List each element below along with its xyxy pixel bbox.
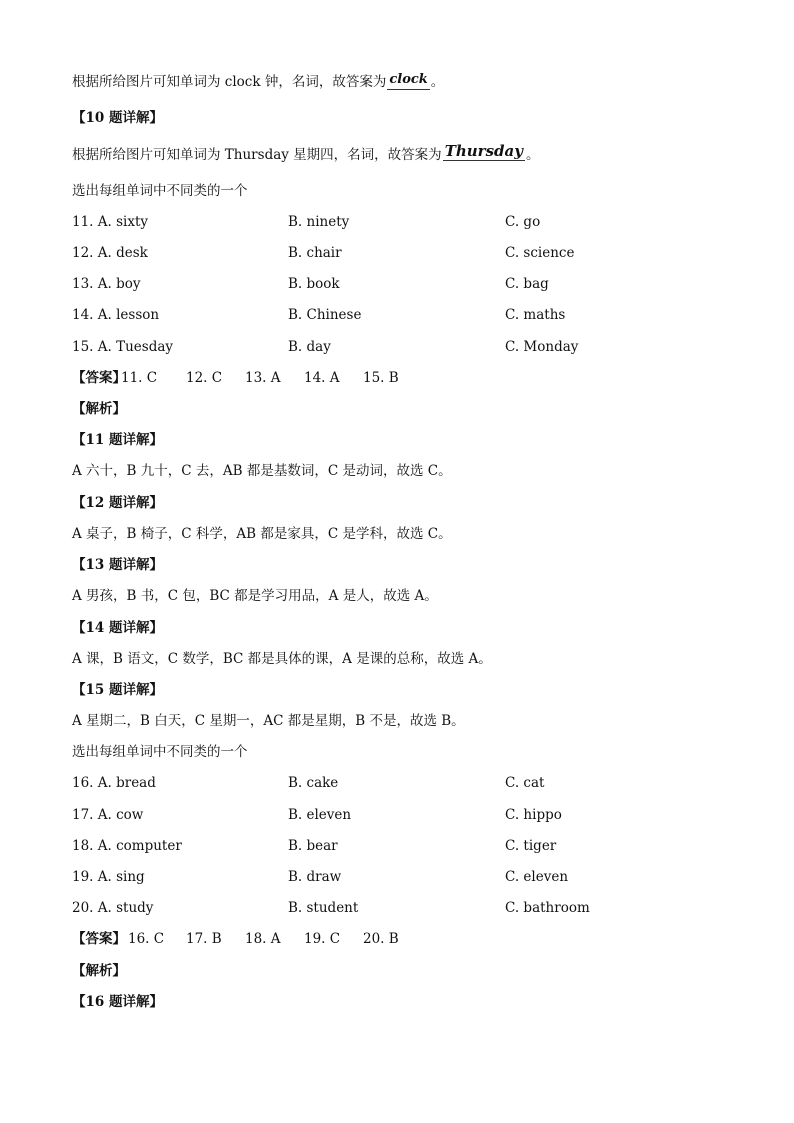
option-b: B. draw — [288, 869, 342, 885]
answer-label: 【答案】 — [72, 370, 126, 386]
option-c: C. eleven — [505, 869, 569, 885]
instruction-group2: 选出每组单词中不同类的一个 — [72, 744, 248, 760]
explanation-q11: A 六十，B 九十，C 去，AB 都是基数词，C 是动词，故选 C。 — [72, 463, 452, 479]
option-c: C. science — [505, 245, 575, 261]
option-b: B. book — [288, 276, 340, 292]
option-b: B. eleven — [288, 807, 352, 823]
answer-item: 12. C — [186, 370, 223, 386]
option-c: C. cat — [505, 775, 545, 791]
option-c: C. go — [505, 214, 541, 230]
option-a: 16. A. bread — [72, 775, 156, 791]
option-b: B. chair — [288, 245, 342, 261]
option-c: C. hippo — [505, 807, 562, 823]
instruction-group1: 选出每组单词中不同类的一个 — [72, 183, 248, 199]
answer-item: 20. B — [363, 931, 399, 947]
answer-item: 14. A — [304, 370, 340, 386]
option-c: C. tiger — [505, 838, 557, 854]
option-a: 20. A. study — [72, 900, 154, 916]
heading-q12: 【12 题详解】 — [72, 495, 163, 511]
explanation-q13: A 男孩，B 书，C 包，BC 都是学习用品，A 是人，故选 A。 — [72, 588, 438, 604]
handwritten-answer-clock: clock — [387, 71, 429, 90]
option-b: B. bear — [288, 838, 338, 854]
heading-q11: 【11 题详解】 — [72, 432, 163, 448]
option-c: C. bathroom — [505, 900, 590, 916]
answer-item: 17. B — [186, 931, 222, 947]
analysis-heading: 【解析】 — [72, 401, 126, 417]
option-a: 13. A. boy — [72, 276, 141, 292]
answer-item: 19. C — [304, 931, 341, 947]
heading-q13: 【13 题详解】 — [72, 557, 163, 573]
option-a: 19. A. sing — [72, 869, 145, 885]
heading-q16: 【16 题详解】 — [72, 994, 163, 1010]
option-b: B. ninety — [288, 214, 350, 230]
heading-q14: 【14 题详解】 — [72, 620, 163, 636]
option-a: 17. A. cow — [72, 807, 144, 823]
analysis-heading: 【解析】 — [72, 963, 126, 979]
option-b: B. cake — [288, 775, 339, 791]
option-c: C. Monday — [505, 339, 579, 355]
explanation-q12: A 桌子，B 椅子，C 科学，AB 都是家具，C 是学科，故选 C。 — [72, 526, 452, 542]
option-b: B. day — [288, 339, 331, 355]
explanation-q10: 根据所给图片可知单词为 Thursday 星期四，名词，故答案为 Thursday 。 — [72, 142, 540, 163]
option-a: 11. A. sixty — [72, 214, 149, 230]
option-a: 12. A. desk — [72, 245, 148, 261]
answer-item: 15. B — [363, 370, 399, 386]
handwritten-answer-thursday: Thursday — [444, 142, 523, 160]
answer-label: 【答案】 — [72, 931, 126, 947]
heading-q10: 【10 题详解】 — [72, 110, 163, 126]
explanation-q9: 根据所给图片可知单词为 clock 钟，名词，故答案为 clock 。 — [72, 72, 445, 90]
option-a: 14. A. lesson — [72, 307, 160, 323]
explanation-q15: A 星期二，B 白天，C 星期一，AC 都是星期，B 不是，故选 B。 — [72, 713, 465, 729]
option-c: C. bag — [505, 276, 549, 292]
option-b: B. Chinese — [288, 307, 362, 323]
explanation-q14: A 课，B 语文，C 数学，BC 都是具体的课，A 是课的总称，故选 A。 — [72, 651, 492, 667]
option-a: 15. A. Tuesday — [72, 339, 174, 355]
answer-item: 13. A — [245, 370, 281, 386]
option-a: 18. A. computer — [72, 838, 182, 854]
heading-q15: 【15 题详解】 — [72, 682, 163, 698]
option-b: B. student — [288, 900, 359, 916]
answer-item: 11. C — [121, 370, 158, 386]
option-c: C. maths — [505, 307, 566, 323]
answer-item: 18. A — [245, 931, 281, 947]
answer-item: 16. C — [128, 931, 165, 947]
